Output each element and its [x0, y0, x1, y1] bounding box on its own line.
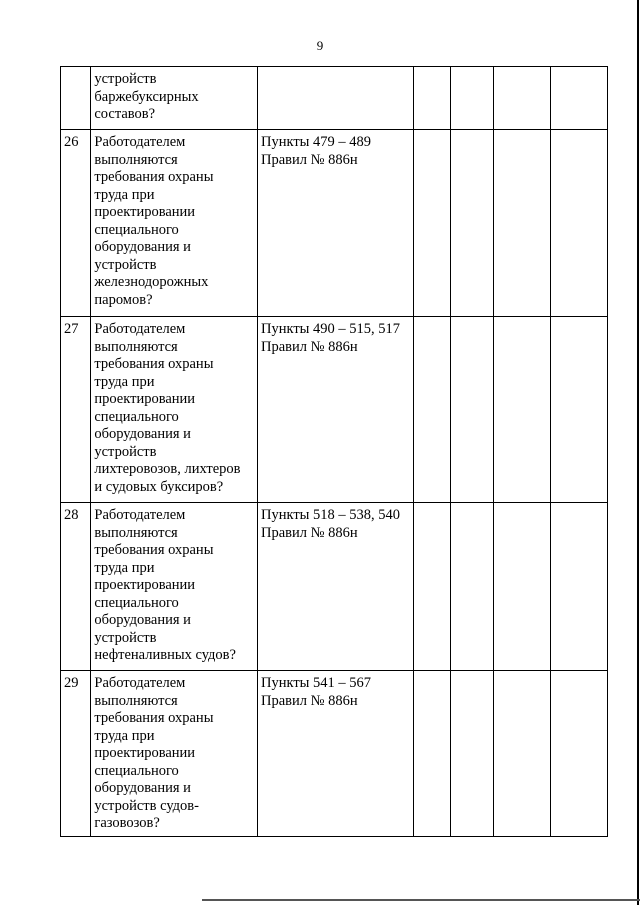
reference-cell: Пункты 518 – 538, 540 Правил № 886н	[257, 503, 413, 671]
answer-yes-cell[interactable]	[414, 67, 451, 130]
answer-no-cell[interactable]	[450, 503, 493, 671]
answer-yes-cell[interactable]	[414, 317, 451, 503]
row-number-cell: 28	[61, 503, 91, 671]
table-row	[61, 130, 608, 317]
answer-no-cell[interactable]	[450, 67, 493, 130]
reference-cell: Пункты 541 – 567 Правил № 886н	[257, 671, 413, 837]
notes-cell[interactable]	[551, 503, 608, 671]
row-number-cell: 29	[61, 671, 91, 837]
reference-cell: Пункты 479 – 489 Правил № 886н	[257, 130, 413, 317]
page-edge-right	[637, 0, 639, 905]
row-number-cell: 26	[61, 130, 91, 317]
page-number: 9	[316, 38, 324, 53]
answer-na-cell[interactable]	[493, 671, 551, 837]
question-cell: Работодателем выполняются требования охраны труда при проектировании специального оборудования и устройств железнодорожных паромов?	[91, 130, 258, 317]
notes-cell[interactable]	[551, 671, 608, 837]
question-cell: Работодателем выполняются требования охраны труда при проектировании специального оборудования и устройств лихтеровозов, лихтеров и судовых буксиров?	[91, 317, 258, 503]
answer-na-cell[interactable]	[493, 130, 551, 317]
checklist-table	[60, 66, 608, 837]
table-row	[61, 317, 608, 503]
table-row	[61, 503, 608, 671]
question-cell: Работодателем выполняются требования охраны труда при проектировании специального оборудования и устройств нефтеналивных судов?	[91, 503, 258, 671]
question-cell: Работодателем выполняются требования охраны труда при проектировании специального оборудования и устройств судов- газовозов?	[91, 671, 258, 837]
answer-yes-cell[interactable]	[414, 671, 451, 837]
page-edge-bottom	[202, 899, 640, 901]
row-number-cell	[61, 67, 91, 130]
answer-no-cell[interactable]	[450, 671, 493, 837]
question-cell: устройств баржебуксирных составов?	[91, 67, 258, 130]
answer-na-cell[interactable]	[493, 317, 551, 503]
answer-na-cell[interactable]	[493, 503, 551, 671]
answer-yes-cell[interactable]	[414, 130, 451, 317]
notes-cell[interactable]	[551, 67, 608, 130]
answer-yes-cell[interactable]	[414, 503, 451, 671]
notes-cell[interactable]	[551, 317, 608, 503]
reference-cell	[257, 67, 413, 130]
answer-no-cell[interactable]	[450, 317, 493, 503]
answer-no-cell[interactable]	[450, 130, 493, 317]
table-row	[61, 67, 608, 130]
table-row	[61, 671, 608, 837]
row-number-cell: 27	[61, 317, 91, 503]
answer-na-cell[interactable]	[493, 67, 551, 130]
notes-cell[interactable]	[551, 130, 608, 317]
reference-cell: Пункты 490 – 515, 517 Правил № 886н	[257, 317, 413, 503]
